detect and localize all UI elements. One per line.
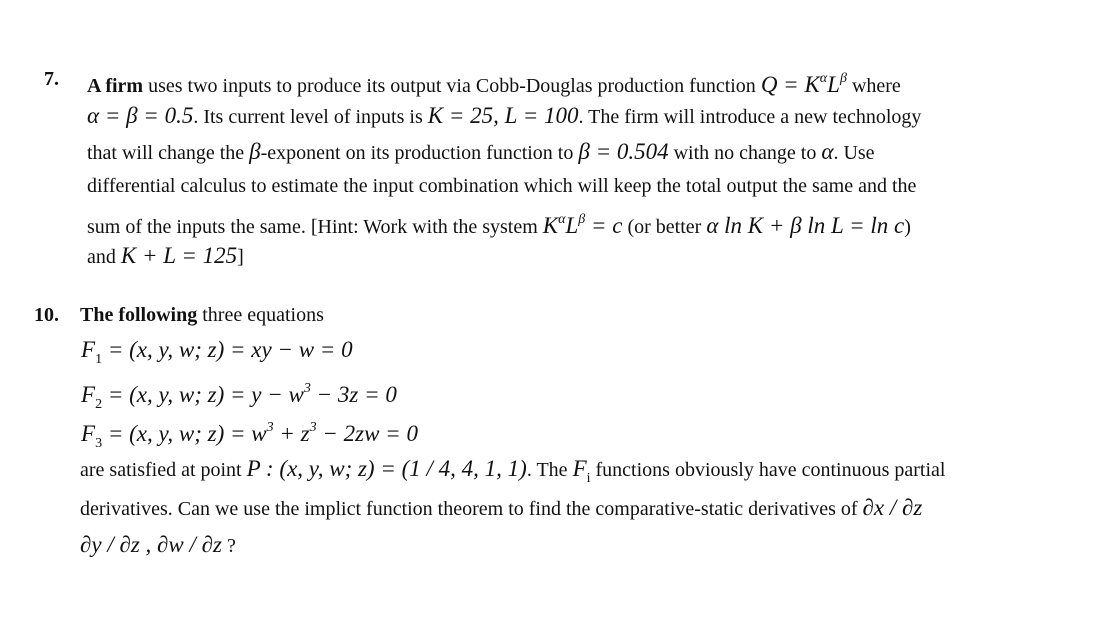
problem-10-number: 10. [34,304,59,326]
equation-f3: $F_3 = (x$, y, w; $z) = w^3 + z^3 - 2zw = 0$ [81,420,418,451]
sum-constraint: K + L = 125 [120,243,238,268]
alpha-beta-values: α = β = 0.5 [87,103,194,128]
problem-7-line-1: A firm uses two inputs to produce its output via Cobb-Douglas production function $Q = K^\alpha L^\beta$ where [87,71,901,97]
problem-7-number: 7. [44,68,59,90]
point-p: P : (x, y, w; z) = (1 / 4, 4, 1, 1) [246,456,527,481]
problem-7-bold-lead: A firm [87,75,144,97]
problem-7-line-6: and K + L = 125] [87,243,244,268]
derivative-dx-dz: ∂x / ∂z [862,495,923,520]
problem-7-line-5: sum of the inputs the same. [Hint: Work with the system $K^\alpha L^\beta = c$ (or better α ln K + β ln L = ln c) [87,212,911,238]
problem-7-line-3: that will change the β-exponent on its production function to β = 0.504 with no change to α. Use [87,139,875,164]
problem-10-line-6: derivatives. Can we use the implict function theorem to find the comparative-static derivatives of ∂x / ∂z [80,495,923,520]
equation-f2: $F_2 = (x$, y, w; $z) = y - w^3 - 3z = 0$ [81,381,397,412]
problem-10-line-7: ∂y / ∂z , ∂w / ∂z ? [80,532,236,557]
new-beta-value: β = 0.504 [578,139,669,164]
problem-10-line-5: are satisfied at point P : (x, y, w; z) = (1 / 4, 4, 1, 1). The $F_i$ functions obviously have continuous partial [80,456,946,486]
problem-7-line-2: α = β = 0.5. Its current level of inputs is K = 25, L = 100. The firm will introduce a new technology [87,103,922,128]
problem-7-line-4: differential calculus to estimate the input combination which will keep the total output the same and the [87,175,917,197]
problem-10-bold-lead: The following [80,304,198,326]
hint-system: $K^\alpha L^\beta = c$ [542,212,623,238]
equation-f1: $F_1 = (x$, y, w; z) = xy − w = 0 [81,337,353,367]
derivatives-dy-dw: ∂y / ∂z , ∂w / ∂z [80,532,222,557]
input-levels: K = 25, L = 100 [427,103,579,128]
problem-10-intro: The following three equations [80,304,324,326]
log-form: α ln K + β ln L = ln c [706,213,905,238]
production-function: $Q = K^\alpha L^\beta$ [760,71,847,97]
